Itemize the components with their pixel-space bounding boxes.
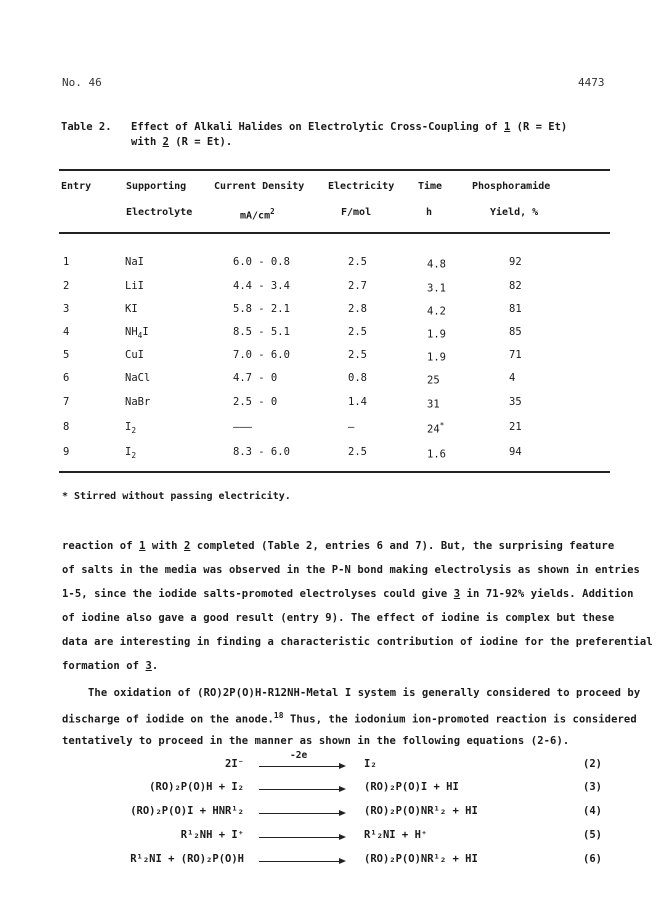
paragraph-line: The oxidation of (RO)2P(O)H-R12NH-Metal I system is generally considered to proceed by <box>88 687 641 699</box>
table-title-line1: Effect of Alkali Halides on Electrolytic Cross-Coupling of 1 (R = Et) <box>131 121 568 133</box>
cell-electricity: 2.5 <box>348 256 367 268</box>
compound-ref: 1 <box>503 121 511 133</box>
reaction-arrow <box>259 861 344 862</box>
compound-ref: 2 <box>162 136 169 148</box>
equation-number: (6) <box>583 853 602 865</box>
table-footnote: * Stirred without passing electricity. <box>62 491 291 502</box>
cell-time: 3.1 <box>427 282 446 295</box>
table-bottom-rule <box>59 471 610 473</box>
equation-lhs: (RO)₂P(O)H + I₂ <box>149 781 244 793</box>
arrow-label: -2e <box>290 750 308 761</box>
cell-yield: 92 <box>509 256 522 268</box>
col-header-current-density: Current Density <box>214 181 305 192</box>
cell-electricity: 2.8 <box>348 303 367 315</box>
cell-time: 4.2 <box>427 305 446 318</box>
cell-current-density: 4.4 - 3.4 <box>233 280 290 292</box>
equation-number: (2) <box>583 758 602 770</box>
col-header-current-density-unit: $mA/cm^2$ <box>240 207 275 222</box>
col-header-entry: Entry <box>61 181 92 192</box>
reference-number: 18 <box>273 711 284 720</box>
paragraph-line: data are interesting in finding a characteristic contribution of iodine for the preferential <box>62 636 653 648</box>
cell-electrolyte: $I_2$ <box>125 421 137 436</box>
cell-current-density: 8.5 - 5.1 <box>233 326 290 338</box>
cell-yield: 81 <box>509 303 522 315</box>
equation-lhs: (RO)₂P(O)I + HNR¹₂ <box>130 805 244 817</box>
reaction-arrow <box>259 766 344 767</box>
cell-entry: 3 <box>63 303 70 315</box>
equation-lhs: R¹₂NH + I⁺ <box>180 829 244 841</box>
cell-electrolyte: NaI <box>125 256 144 268</box>
cell-yield: 21 <box>509 421 522 433</box>
table-header-rule <box>59 232 610 234</box>
reaction-arrow <box>259 813 344 814</box>
cell-yield: 82 <box>509 280 522 292</box>
cell-time: 1.9 <box>427 351 446 364</box>
cell-electrolyte: KI <box>125 303 138 315</box>
cell-current-density: 2.5 - 0 <box>233 396 278 408</box>
equation-rhs: I₂ <box>364 758 377 770</box>
cell-entry: 7 <box>63 396 70 408</box>
table-top-rule <box>59 169 610 171</box>
cell-entry: 9 <box>63 446 70 458</box>
cell-yield: 4 <box>509 372 516 384</box>
cell-yield: 94 <box>509 446 522 458</box>
cell-electrolyte: NaBr <box>125 396 151 408</box>
cell-current-density: 8.3 - 6.0 <box>233 446 290 458</box>
cell-entry: 1 <box>63 256 70 268</box>
table-title-line2: with 2 (R = Et). <box>131 136 233 148</box>
col-header-electrolyte-sub: Electrolyte <box>126 207 193 218</box>
cell-electricity: 2.7 <box>348 280 367 292</box>
equation-number: (4) <box>583 805 602 817</box>
cell-electrolyte: LiI <box>125 280 144 292</box>
col-header-electrolyte: Supporting <box>126 181 187 192</box>
paragraph-line: reaction of 1 with 2 completed (Table 2, entries 6 and 7). But, the surprising feature <box>62 540 615 552</box>
cell-time: 25 <box>427 374 440 387</box>
equation-rhs: (RO)₂P(O)I + HI <box>364 781 459 793</box>
cell-entry: 4 <box>63 326 70 338</box>
cell-electrolyte: CuI <box>125 349 144 361</box>
cell-time: 1.6 <box>427 448 446 461</box>
cell-time: 4.8 <box>427 258 446 271</box>
reaction-arrow <box>259 837 344 838</box>
equation-lhs: R¹₂NI + (RO)₂P(O)H <box>130 853 244 865</box>
cell-current-density: 7.0 - 6.0 <box>233 349 290 361</box>
paragraph-line: formation of 3. <box>62 660 159 672</box>
cell-electricity: 2.5 <box>348 446 367 458</box>
col-header-yield-unit: Yield, % <box>490 207 539 218</box>
cell-entry: 6 <box>63 372 70 384</box>
equation-lhs: 2I⁻ <box>225 758 244 770</box>
equation-rhs: (RO)₂P(O)NR¹₂ + HI <box>364 805 478 817</box>
paragraph-line: discharge of iodide on the anode.$^{18}$ Thus, the iodonium ion-promoted reaction is considered <box>62 711 637 726</box>
cell-current-density: 5.8 - 2.1 <box>233 303 290 315</box>
cell-time: 1.9 <box>427 328 446 341</box>
paragraph-line: tentatively to proceed in the manner as shown in the following equations (2-6). <box>62 735 570 747</box>
cell-electricity: 2.5 <box>348 349 367 361</box>
cell-yield: 85 <box>509 326 522 338</box>
col-header-yield: Phosphoramide <box>472 181 551 192</box>
cell-yield: 35 <box>509 396 522 408</box>
cell-electricity: 1.4 <box>348 396 367 408</box>
cell-entry: 5 <box>63 349 70 361</box>
cell-electricity: — <box>348 421 355 433</box>
equation-rhs: (RO)₂P(O)NR¹₂ + HI <box>364 853 478 865</box>
reaction-arrow <box>259 789 344 790</box>
cell-current-density: 4.7 - 0 <box>233 372 278 384</box>
col-header-electricity-unit: F/mol <box>341 207 372 218</box>
equation-number: (5) <box>583 829 602 841</box>
col-header-time-unit: h <box>426 207 433 218</box>
cell-electrolyte: NaCl <box>125 372 151 384</box>
paragraph-line: of iodine also gave a good result (entry 9). The effect of iodine is complex but these <box>62 612 615 624</box>
cell-time: 31 <box>427 398 440 411</box>
table-label: Table 2. <box>61 121 112 133</box>
cell-electrolyte: $NH_4I$ <box>125 326 149 341</box>
cell-current-density: 6.0 - 0.8 <box>233 256 290 268</box>
paragraph-line: of salts in the media was observed in the P-N bond making electrolysis as shown in entries <box>62 564 640 576</box>
col-header-time: Time <box>418 181 443 192</box>
paragraph-line: 1-5, since the iodide salts-promoted electrolyses could give 3 in 71-92% yields. Addition <box>62 588 634 600</box>
cell-yield: 71 <box>509 349 522 361</box>
page-number: 4473 <box>578 76 605 89</box>
cell-entry: 2 <box>63 280 70 292</box>
cell-time: 24* <box>427 421 445 436</box>
equation-number: (3) <box>583 781 602 793</box>
col-header-electricity: Electricity <box>328 181 395 192</box>
journal-issue: No. 46 <box>62 76 102 89</box>
cell-electricity: 2.5 <box>348 326 367 338</box>
cell-current-density: ——— <box>233 421 252 433</box>
cell-electrolyte: $I_2$ <box>125 446 137 461</box>
cell-electricity: 0.8 <box>348 372 367 384</box>
equation-rhs: R¹₂NI + H⁺ <box>364 829 428 841</box>
cell-entry: 8 <box>63 421 70 433</box>
